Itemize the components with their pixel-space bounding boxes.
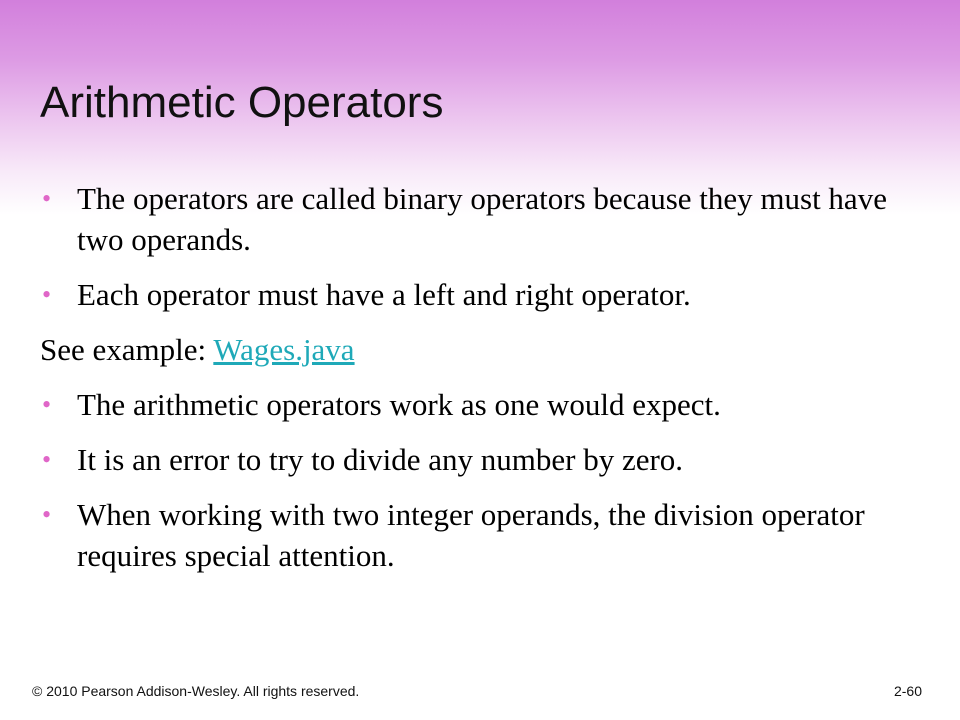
bullet-dot-icon: • <box>42 390 52 419</box>
example-prefix: See example: <box>40 332 214 367</box>
slide-title: Arithmetic Operators <box>40 78 444 127</box>
slide-body <box>40 178 900 590</box>
bullet-dot-icon: • <box>42 500 52 529</box>
bullet-text: Each operator must have a left and right operator. <box>77 277 691 312</box>
bullet-dot-icon: • <box>42 445 52 474</box>
bullet-text: It is an error to try to divide any number by zero. <box>77 442 684 477</box>
bullet-item <box>40 494 900 576</box>
example-line <box>40 329 900 370</box>
bullet-dot-icon: • <box>42 184 52 213</box>
bullet-text: The operators are called binary operators because they must have two operands. <box>77 181 887 257</box>
footer-page-number: 2-60 <box>893 683 922 699</box>
bullet-item <box>40 178 900 260</box>
bullet-dot-icon: • <box>42 280 52 309</box>
bullet-text: The arithmetic operators work as one would expect. <box>77 387 721 422</box>
bullet-text: When working with two integer operands, the division operator requires special attention. <box>77 497 865 573</box>
footer-copyright: © 2010 Pearson Addison-Wesley. All rights reserved. <box>32 683 360 699</box>
bullet-item <box>40 384 900 425</box>
bullet-item <box>40 274 900 315</box>
example-link[interactable]: Wages.java <box>213 332 355 367</box>
bullet-item <box>40 439 900 480</box>
